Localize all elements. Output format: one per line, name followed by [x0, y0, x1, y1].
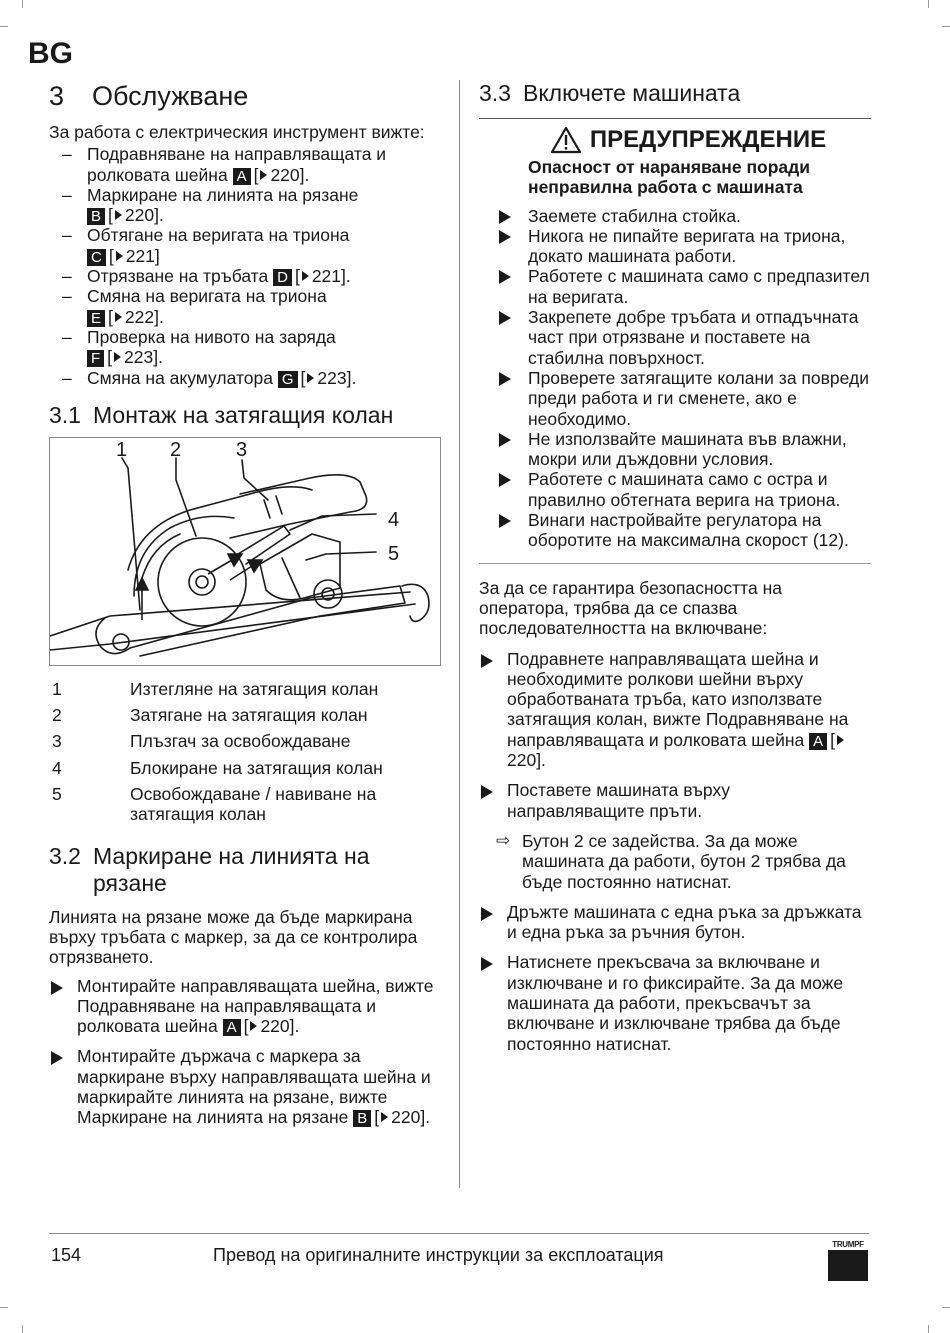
- page-ref-arrow-icon: [115, 210, 122, 220]
- warning-item: [499, 429, 871, 470]
- result-note: [479, 831, 871, 892]
- legend-number: 3: [52, 731, 62, 752]
- step-arrow-icon: [499, 210, 511, 224]
- warning-item: [499, 226, 871, 267]
- legend-number: 5: [52, 784, 62, 805]
- strap-line: [50, 592, 410, 636]
- page-ref-arrow-icon: [307, 373, 314, 383]
- brand-name: TRUMPF: [832, 1240, 864, 1249]
- housing-outline: [128, 487, 312, 570]
- page-ref-arrow-icon: [116, 251, 123, 261]
- housing-inner: [142, 534, 180, 578]
- crop-mark: [0, 1307, 8, 1308]
- warning-title-text: ПРЕДУПРЕЖДЕНИЕ: [589, 126, 827, 153]
- legend-text: Изтегляне на затягащия колан: [130, 678, 379, 699]
- crop-mark: [928, 0, 929, 8]
- step-list: [49, 976, 444, 1128]
- figure-badge: A: [233, 168, 251, 185]
- legend-number: 1: [52, 678, 62, 699]
- step-arrow-icon: [499, 311, 511, 325]
- warning-item: [499, 266, 871, 307]
- page-ref[interactable]: 221].: [311, 266, 351, 287]
- page-ref[interactable]: 223].: [124, 347, 163, 368]
- list-item: – Маркиране на линията на рязане B [ 220].: [62, 185, 444, 226]
- legend-row: [49, 758, 444, 778]
- step-arrow-icon: [499, 270, 511, 284]
- figure-badge: E: [87, 310, 105, 327]
- page-ref[interactable]: 222].: [124, 306, 164, 327]
- handle-ridge: [276, 496, 282, 514]
- callout-4: 4: [388, 508, 400, 531]
- warning-item-text: Проверете затягащите колани за повреди преди работа и ги сменете, ако е необходимо.: [528, 367, 869, 429]
- section-3-3-heading: [479, 80, 871, 107]
- warning-item-text: Винаги настройвайте регулатора на оборотите на максимална скорост (12).: [528, 510, 849, 551]
- result-arrow-icon: ⇨: [496, 830, 511, 850]
- warning-title: [479, 125, 871, 155]
- warning-list: [499, 206, 871, 551]
- crop-mark: [22, 0, 23, 8]
- legend-text: Затягане на затягащия колан: [130, 705, 368, 726]
- warning-item-text: Работете с машината само с остра и правилно обтегната верига на триона.: [528, 469, 841, 510]
- step-arrow-icon: [499, 372, 511, 386]
- page-ref[interactable]: 220].: [124, 205, 164, 226]
- page-ref[interactable]: 220].: [507, 750, 546, 771]
- step-item: Подравнете направляващата шейна и необходимите ролкови шейни върху обработваната тръба, като използвате затягащия колан, вижте Подравняване на направляващата и ролковата шейна A [220].: [479, 649, 871, 771]
- step-text: Монтирайте държача с маркера за маркиране върху направляващата шейна и маркирайте линията на рязане, вижте Маркиране на линията на рязане: [77, 1046, 431, 1128]
- section-title: Обслужване: [92, 81, 249, 111]
- page-ref[interactable]: 220].: [260, 1016, 300, 1037]
- warning-item-text: Никога не пипайте веригата на триона, докато машината работи.: [528, 225, 846, 267]
- list-item: – Подравняване на направляващата и ролковата шейна A [ 220].: [62, 144, 444, 185]
- column-divider: [459, 80, 460, 1188]
- legend-row: [49, 731, 444, 751]
- brand-logo: [828, 1240, 868, 1281]
- step-item: [479, 780, 871, 821]
- warning-item-text: Закрепете добре тръбата и отпадъчната част при отрязване и поставете на стабилна повърхност.: [528, 307, 859, 368]
- step-list: [479, 902, 871, 1054]
- lever-detail: [282, 558, 300, 598]
- strap-drawing: [50, 438, 442, 667]
- figure-badge: G: [278, 371, 298, 388]
- figure-badge: D: [273, 269, 292, 286]
- page-number: 154: [51, 1245, 82, 1265]
- legend-row: [49, 679, 444, 699]
- crop-mark: [0, 26, 8, 27]
- step-arrow-icon: [51, 981, 63, 995]
- step-arrow-icon: [481, 957, 493, 971]
- housing-inner: [134, 516, 234, 596]
- section-3-heading: [49, 80, 444, 112]
- page-ref[interactable]: 220].: [270, 164, 310, 185]
- leader-line-5: [306, 552, 376, 560]
- step-item: [479, 952, 871, 1053]
- list-item: – Отрязване на тръбата D [ 221].: [62, 266, 444, 286]
- figure-legend: [49, 679, 444, 825]
- footer-title: Превод на оригиналните инструкции за експлоатация: [213, 1245, 664, 1265]
- warning-item: [499, 368, 871, 429]
- legend-text: Блокиране на затягащия колан: [130, 757, 383, 778]
- list-item-text: Маркиране на линията на рязане: [87, 184, 359, 205]
- section-title: Маркиране на линията на рязане: [93, 842, 370, 896]
- step-list: [479, 649, 871, 821]
- footer-divider: [49, 1233, 869, 1234]
- wheel: [158, 538, 246, 626]
- leader-line-3: [242, 460, 268, 500]
- figure-badge: A: [223, 1019, 241, 1036]
- step-arrow-icon: [481, 654, 493, 668]
- section-title: Монтаж на затягащия колан: [93, 401, 394, 428]
- crop-mark: [928, 1325, 929, 1333]
- step-arrow-icon: [499, 433, 511, 447]
- step-text: Поставете машината върху направляващите пръти.: [507, 780, 730, 821]
- list-item: – Проверка на нивото на заряда F [ 223].: [62, 327, 444, 368]
- list-item: – Обтягане на веригата на триона C [ 221]: [62, 225, 444, 266]
- step-arrow-icon: [499, 473, 511, 487]
- page-ref-arrow-icon: [115, 312, 122, 322]
- page-ref-arrow-icon: [381, 1112, 388, 1122]
- right-column: [479, 80, 871, 1064]
- step-item: Монтирайте направляващата шейна, вижте Подравняване на направляващата и ролковата шейна A [ 220].: [49, 976, 444, 1037]
- warning-subtitle: Опасност от нараняване поради неправилна работа с машината: [528, 157, 811, 198]
- wheel-axle: [196, 576, 208, 588]
- section-3-2-intro: Линията на рязане може да бъде маркирана върху тръбата с маркер, за да се контролира отрязването.: [49, 906, 418, 968]
- legend-text: Освобождаване / навиване на затягащия колан: [130, 784, 377, 825]
- page-ref[interactable]: 220].: [391, 1107, 431, 1128]
- list-item-text: Обтягане на веригата на триона: [87, 225, 350, 246]
- step-item: Монтирайте държача с маркера за маркиране върху направляващата шейна и маркирайте линията на рязане, вижте Маркиране на линията на рязане B [ 220].: [49, 1046, 444, 1127]
- arrow-release: [230, 566, 252, 580]
- crop-mark: [942, 26, 950, 27]
- warning-item: [499, 307, 871, 368]
- warning-item-text: Работете с машината само с предпазител на веригата.: [528, 266, 870, 307]
- legend-text: Плъзгач за освобождаване: [130, 731, 351, 752]
- step-arrow-icon: [481, 785, 493, 799]
- step-arrow-icon: [481, 907, 493, 921]
- crop-mark: [22, 1325, 23, 1333]
- warning-item-text: Не използвайте машината във влажни, мокри или дъждовни условия.: [528, 428, 847, 470]
- page-ref[interactable]: 221]: [125, 245, 160, 266]
- legend-number: 2: [52, 705, 62, 726]
- legend-row: [49, 705, 444, 725]
- step-text: Натиснете прекъсвача за включване и изключване и го фиксирайте. За да може машината да работи, прекъсвачът за включване и изключване трябва да бъде постоянно натиснат.: [507, 952, 844, 1054]
- warning-item-text: Заемете стабилна стойка.: [528, 205, 741, 226]
- result-text: Бутон 2 се задейства. За да може машината да работи, бутон 2 трябва да бъде постоянно натиснат.: [522, 830, 846, 892]
- handle-ridge: [264, 500, 270, 518]
- brand-block: [828, 1250, 868, 1281]
- section-3-3-intro: За да се гарантира безопасността на оператора, трябва да се спазва последователността на включване:: [479, 577, 782, 639]
- strap-illustration: [49, 437, 441, 666]
- list-item-text: Подравняване на направляващата и ролковата шейна: [87, 144, 387, 185]
- page-ref-arrow-icon: [114, 352, 121, 362]
- hook: [402, 584, 429, 621]
- figure-badge: B: [353, 1110, 371, 1127]
- left-column: [49, 80, 444, 1138]
- step-arrow-icon: [51, 1051, 63, 1065]
- page-ref-arrow-icon: [302, 271, 309, 281]
- arrow-tighten: [208, 560, 232, 574]
- list-item: – Смяна на веригата на триона E [ 222].: [62, 286, 444, 327]
- step-arrow-icon: [499, 514, 511, 528]
- list-item-text: Смяна на веригата на триона: [87, 286, 327, 307]
- warning-item: [499, 469, 871, 510]
- section-3-1-heading: [49, 402, 444, 429]
- callout-1: 1: [116, 438, 128, 461]
- language-code: BG: [28, 37, 73, 70]
- section-number: 3.1: [49, 401, 81, 428]
- reference-list: [62, 144, 444, 388]
- section-title: Включете машината: [523, 80, 741, 106]
- step-text: Подравнете направляващата шейна и необходимите ролкови шейни върху обработваната тръба, като използвате затягащия колан, вижте Подравняване на направляващата и ролковата шейна: [507, 648, 849, 750]
- warning-triangle-icon: [550, 126, 582, 154]
- page-ref-arrow-icon: [837, 735, 844, 745]
- list-item-text: Смяна на акумулатора: [87, 367, 273, 388]
- step-arrow-icon: [499, 230, 511, 244]
- list-item: – Смяна на акумулатора G [ 223].: [62, 368, 444, 388]
- figure-badge: F: [87, 350, 104, 367]
- step-text: Дръжте машината с една ръка за дръжката и една ръка за ръчния бутон.: [507, 901, 862, 943]
- warning-item: [499, 206, 871, 226]
- callout-5: 5: [388, 542, 400, 565]
- page-ref-arrow-icon: [260, 170, 267, 180]
- section-3-intro: За работа с електрическия инструмент вижте:: [49, 122, 425, 142]
- list-item-text: Отрязване на тръбата: [87, 266, 269, 287]
- section-number: 3.3: [479, 80, 511, 106]
- lever-body: [260, 534, 340, 600]
- callout-2: 2: [170, 438, 182, 461]
- figure-badge: B: [87, 208, 105, 225]
- step-item: [479, 902, 871, 943]
- figure-badge: C: [87, 249, 106, 266]
- crop-mark: [942, 1307, 950, 1308]
- legend-number: 4: [52, 757, 62, 778]
- section-3-2-heading: [49, 843, 444, 897]
- section-number: 3: [49, 81, 65, 111]
- warning-item: [499, 510, 871, 551]
- figure-badge: A: [809, 733, 827, 750]
- warning-box: [479, 118, 871, 564]
- callout-3: 3: [236, 438, 248, 461]
- page-ref-arrow-icon: [250, 1021, 257, 1031]
- strap-line: [50, 604, 415, 650]
- step-text: Монтирайте направляващата шейна, вижте Подравняване на направляващата и ролковата шейна: [77, 975, 434, 1037]
- legend-row: [49, 784, 444, 825]
- list-item-text: Проверка на нивото на заряда: [87, 326, 336, 347]
- page-ref[interactable]: 223].: [317, 367, 357, 388]
- section-number: 3.2: [49, 842, 81, 869]
